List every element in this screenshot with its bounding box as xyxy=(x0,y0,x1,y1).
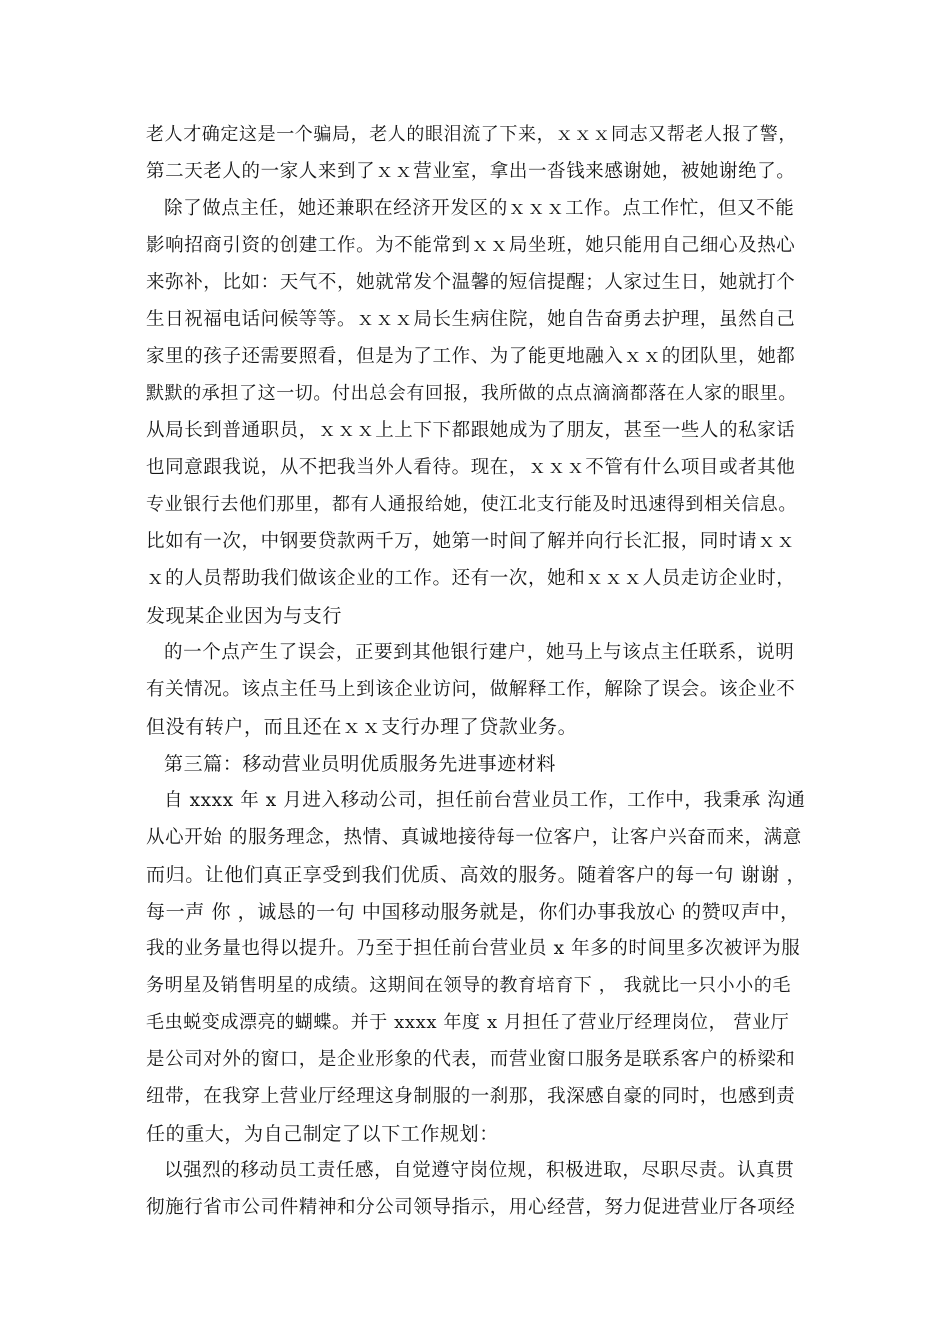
text-line: 务明星及销售明星的成绩。这期间在领导的教育培育下 ， 我就比一只小小的毛 xyxy=(146,975,792,996)
text-line: 老人才确定这是一个骗局，老人的眼泪流了下来，ｘｘｘ同志又帮老人报了警， xyxy=(146,124,797,145)
text-line: 从局长到普通职员，ｘｘｘ上上下下都跟她成为了朋友，甚至一些人的私家话 xyxy=(146,420,796,441)
text-line: 的一个点产生了误会，正要到其他银行建户，她马上与该点主任联系，说明 xyxy=(164,642,795,663)
text-line: 以强烈的移动员工责任感，自觉遵守岗位规，积极进取，尽职尽责。认真贯 xyxy=(164,1160,795,1181)
text-line: 发现某企业因为与支行 xyxy=(146,605,343,627)
text-line: 比如有一次，中钢要贷款两千万，她第一时间了解并向行长汇报，同时请ｘｘ xyxy=(146,531,796,552)
text-line: 但没有转户，而且还在ｘｘ支行办理了贷款业务。 xyxy=(146,716,578,738)
text-line: 彻施行省市公司件精神和分公司领导指示，用心经营，努力促进营业厅各项经 xyxy=(146,1197,796,1218)
text-line: 从心开始 的服务理念，热情、真诚地接待每一位客户，让客户兴奋而来，满意 xyxy=(146,827,802,848)
text-line: 家里的孩子还需要照看，但是为了工作、为了能更地融入ｘｘ的团队里，她都 xyxy=(146,346,796,367)
text-line: 第二天老人的一家人来到了ｘｘ营业室，拿出一沓钱来感谢她，被她谢绝了。 xyxy=(146,161,796,182)
text-line: 专业银行去他们那里，都有人通报给她，使江北支行能及时迅速得到相关信息。 xyxy=(146,494,797,515)
text-line: ｘ的人员帮助我们做该企业的工作。还有一次，她和ｘｘｘ人员走访企业时， xyxy=(146,568,796,589)
text-line: 毛虫蜕变成漂亮的蝴蝶。并于 xxxx 年度 x 月担任了营业厅经理岗位， 营业厅 xyxy=(146,1012,790,1033)
text-line: 任的重大，为自己制定了以下工作规划： xyxy=(146,1123,499,1145)
text-line: 默默的承担了这一切。付出总会有回报，我所做的点点滴滴都落在人家的眼里。 xyxy=(146,383,797,404)
text-line: 自 xxxx 年 x 月进入移动公司，担任前台营业员工作，工作中，我秉承 沟通 xyxy=(164,790,806,811)
text-line: 除了做点主任，她还兼职在经济开发区的ｘｘｘ工作。点工作忙，但又不能 xyxy=(164,198,795,219)
text-line: 有关情况。该点主任马上到该企业访问，做解释工作，解除了误会。该企业不 xyxy=(146,679,796,700)
text-line: 影响招商引资的创建工作。为不能常到ｘｘ局坐班，她只能用自己细心及热心 xyxy=(146,235,796,256)
text-line: 生日祝福电话问候等等。ｘｘｘ局长生病住院，她自告奋勇去护理，虽然自己 xyxy=(146,309,796,330)
text-line: 是公司对外的窗口，是企业形象的代表，而营业窗口服务是联系客户的桥梁和 xyxy=(146,1049,796,1070)
text-line: 纽带，在我穿上营业厅经理这身制服的一刹那，我深感自豪的同时，也感到责 xyxy=(146,1086,796,1107)
section-heading: 第三篇：移动营业员明优质服务先进事迹材料 xyxy=(164,753,557,775)
text-line: 每一声 你 ，诚恳的一句 中国移动服务就是，你们办事我放心 的赞叹声中， xyxy=(146,901,800,923)
text-line: 我的业务量也得以提升。乃至于担任前台营业员 x 年多的时间里多次被评为服 xyxy=(146,938,801,959)
text-line: 而归。让他们真正享受到我们优质、高效的服务。随着客户的每一句 谢谢 ， xyxy=(146,864,807,886)
text-line: 来弥补，比如：天气不，她就常发个温馨的短信提醒；人家过生日，她就打个 xyxy=(146,272,796,293)
text-line: 也同意跟我说，从不把我当外人看待。现在，ｘｘｘ不管有什么项目或者其他 xyxy=(146,457,796,478)
